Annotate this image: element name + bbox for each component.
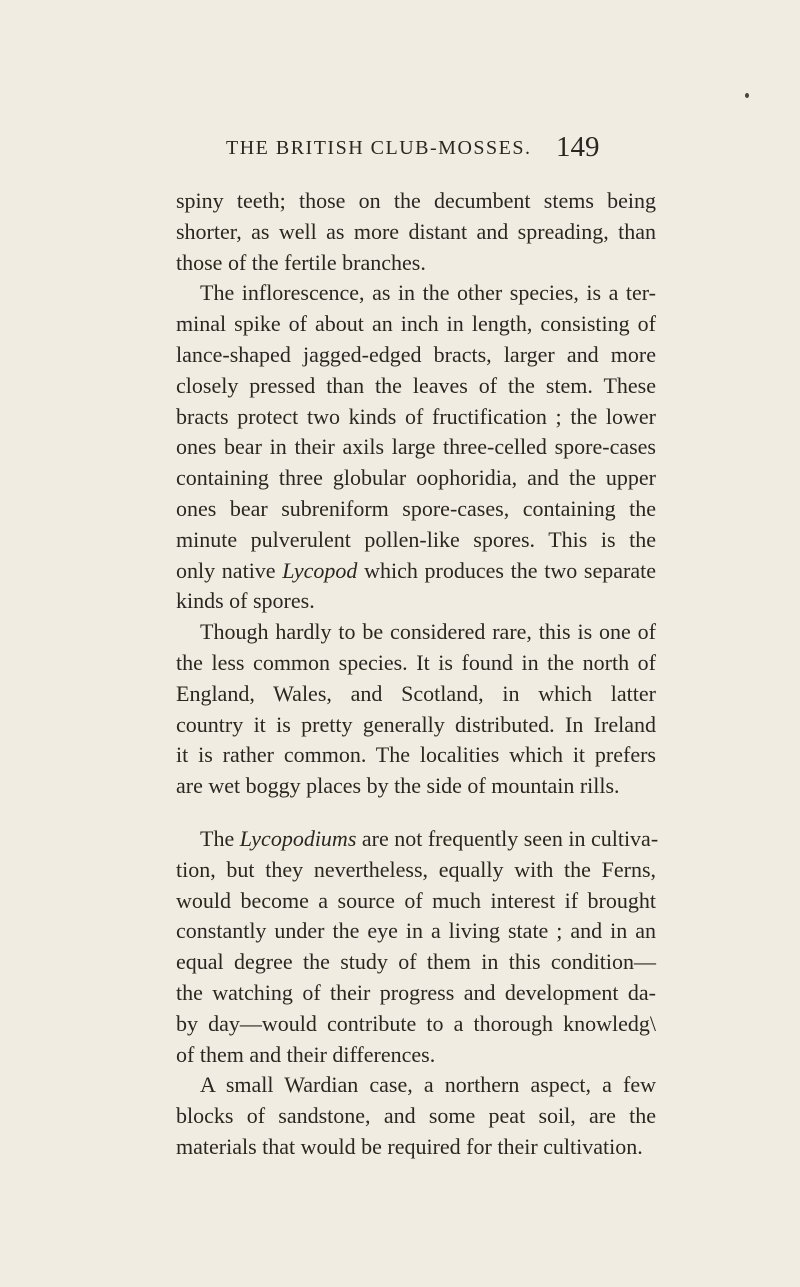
text-line: spiny teeth; those on the decumbent stems being (176, 188, 656, 213)
text-line: lance-shaped jagged-edged bracts, larger and more (176, 341, 656, 367)
text-line: containing three globular oophoridia, and the upper (176, 465, 656, 491)
page-header (0, 131, 800, 177)
page-number: 149 (556, 131, 600, 163)
text-line: are wet boggy places by the side of mountain rills. (176, 773, 620, 799)
text-line: A small Wardian case, a northern aspect, a few (200, 1072, 656, 1098)
text-line: blocks of sandstone, and some peat soil, are the (176, 1103, 656, 1129)
text-line: the watching of their progress and development da- (176, 979, 656, 1005)
italic-term: Lycopod (282, 557, 358, 583)
text-line: equal degree the study of them in this condition— (176, 949, 656, 975)
text-line: the less common species. It is found in the north of (176, 649, 656, 675)
text-line: closely pressed than the leaves of the stem. These (176, 372, 656, 398)
text-line: bracts protect two kinds of fructification ; the lower (176, 403, 656, 429)
text-line: it is rather common. The localities which it prefers (176, 742, 656, 768)
paragraph (176, 1070, 656, 1162)
paragraph (176, 186, 656, 278)
paragraph (176, 278, 656, 617)
text-line: those of the fertile branches. (176, 249, 426, 275)
text-line: kinds of spores. (176, 588, 315, 614)
paragraph-gap (176, 802, 656, 824)
text-line: The Lycopodiums are not frequently seen in cultiva- (200, 825, 659, 851)
text-line: tion, but they nevertheless, equally with the Ferns, (176, 856, 656, 882)
paragraph (176, 617, 656, 802)
text-line: of them and their differences. (176, 1041, 436, 1067)
text-line: shorter, as well as more distant and spreading, than (176, 218, 656, 244)
italic-term: Lycopodiums (239, 825, 357, 851)
text-line: ones bear subreniform spore-cases, containing the (176, 495, 656, 521)
text-line: Though hardly to be considered rare, this is one of (200, 619, 656, 645)
text-line: minute pulverulent pollen-like spores. This is the (176, 526, 656, 552)
body-text (176, 186, 659, 1163)
text-line: minal spike of about an inch in length, consisting of (176, 311, 656, 337)
paragraph (176, 824, 659, 1070)
text-line: The inflorescence, as in the other species, is a ter- (200, 280, 656, 306)
running-head: THE BRITISH CLUB-MOSSES. (226, 137, 532, 159)
page-speck (745, 93, 749, 98)
text-line: ones bear in their axils large three-celled spore-cases (176, 434, 656, 460)
text-line: constantly under the eye in a living state ; and in an (176, 918, 656, 944)
text-line: only native Lycopod which produces the two separate (176, 557, 656, 583)
text-line: by day—would contribute to a thorough knowledg\ (176, 1010, 656, 1036)
text-line: country it is pretty generally distributed. In Ireland (176, 711, 656, 737)
text-line: would become a source of much interest if brought (176, 887, 656, 913)
text-line: materials that would be required for their cultivation. (176, 1133, 643, 1159)
text-line: England, Wales, and Scotland, in which latter (176, 680, 656, 706)
